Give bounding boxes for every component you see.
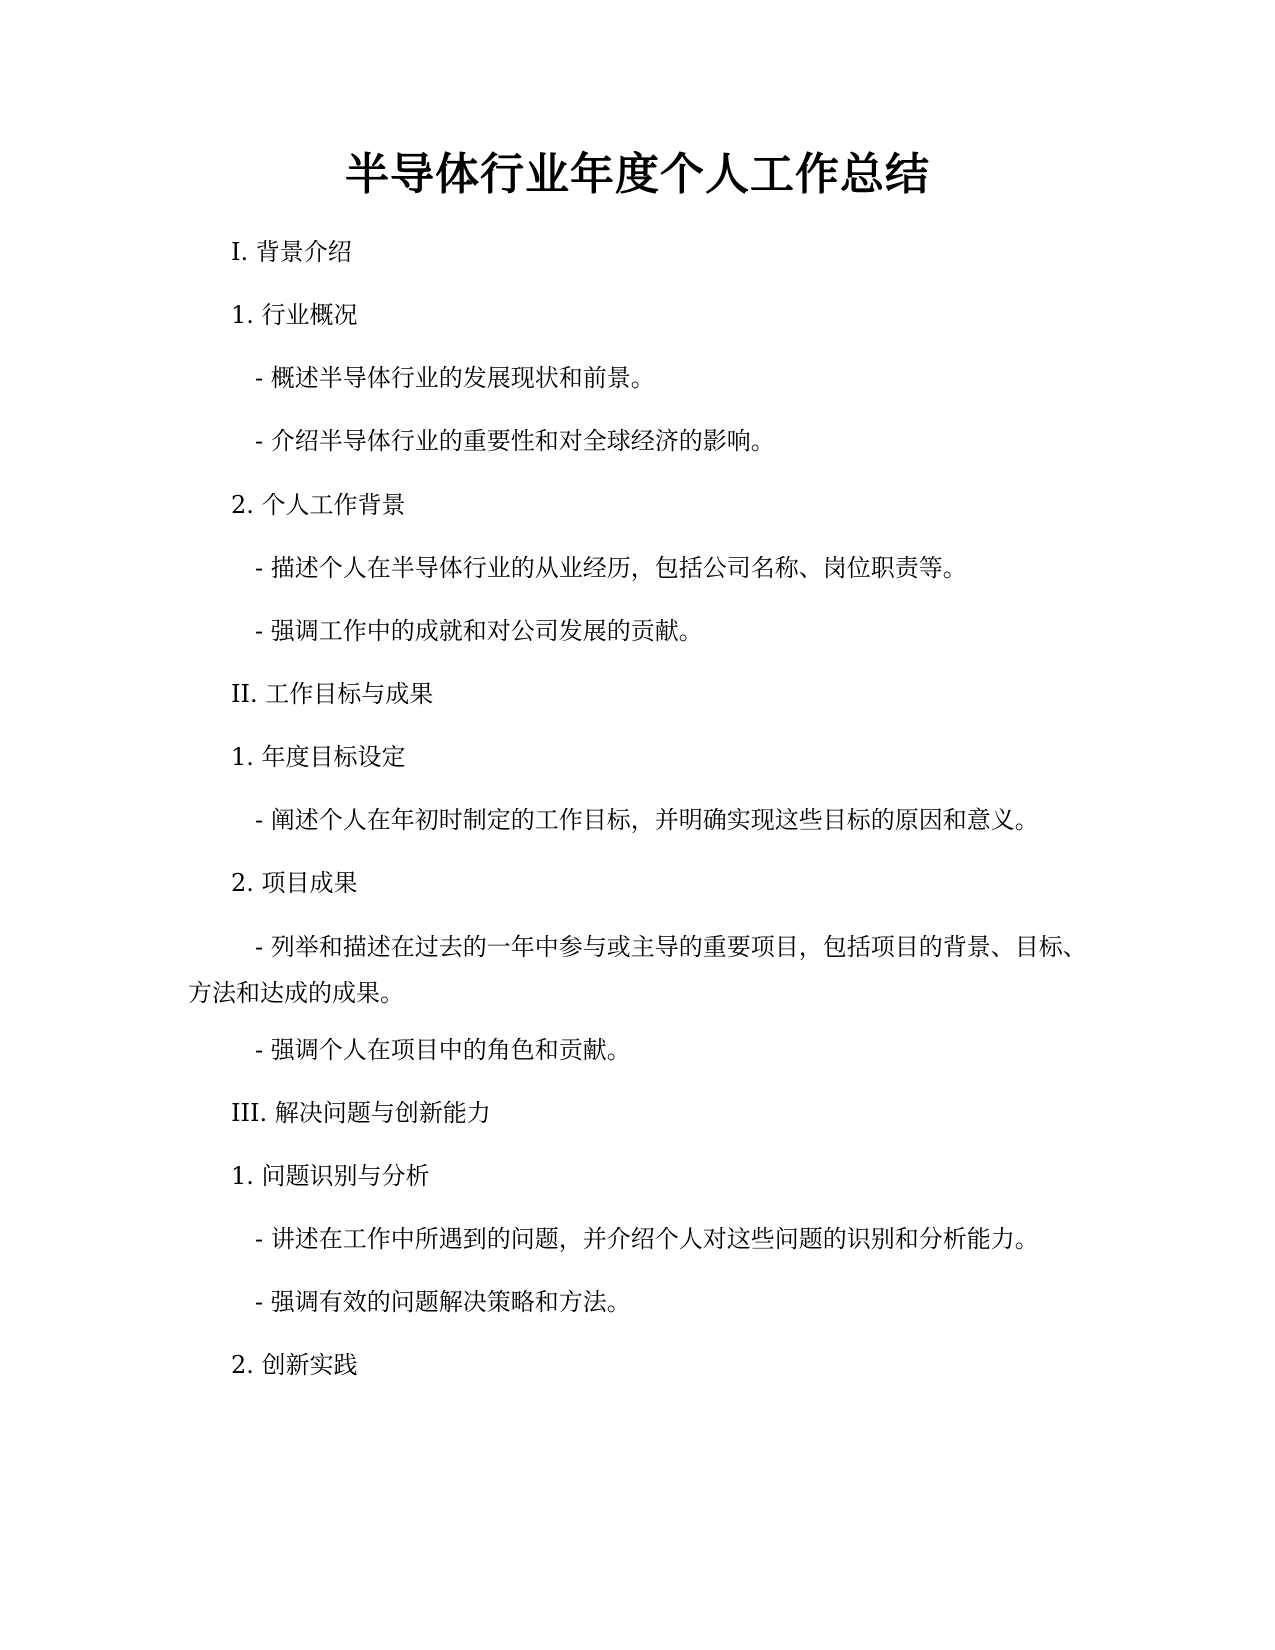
bullet-item: - 介绍半导体行业的重要性和对全球经济的影响。 [255, 427, 775, 455]
section-heading-problem-solving: III. 解决问题与创新能力 [231, 1099, 491, 1127]
section-heading-goals-results: II. 工作目标与成果 [231, 680, 434, 708]
bullet-item: - 强调工作中的成就和对公司发展的贡献。 [255, 617, 703, 645]
bullet-item: - 强调个人在项目中的角色和贡献。 [255, 1036, 631, 1064]
subsection-heading-problem-identification: 1. 问题识别与分析 [231, 1162, 430, 1190]
bullet-item: - 阐述个人在年初时制定的工作目标，并明确实现这些目标的原因和意义。 [255, 806, 1039, 834]
subsection-heading-personal-background: 2. 个人工作背景 [231, 491, 406, 519]
bullet-item: - 讲述在工作中所遇到的问题，并介绍个人对这些问题的识别和分析能力。 [255, 1225, 1039, 1253]
subsection-heading-industry-overview: 1. 行业概况 [231, 301, 358, 329]
section-heading-background: I. 背景介绍 [231, 238, 352, 266]
subsection-heading-project-results: 2. 项目成果 [231, 869, 358, 897]
document-title: 半导体行业年度个人工作总结 [345, 149, 930, 200]
bullet-item: - 概述半导体行业的发展现状和前景。 [255, 364, 655, 392]
bullet-item: - 强调有效的问题解决策略和方法。 [255, 1288, 631, 1316]
subsection-heading-annual-goals: 1. 年度目标设定 [231, 743, 406, 771]
bullet-item-wrapped: - 列举和描述在过去的一年中参与或主导的重要项目，包括项目的背景、目标、方法和达成的成果。 [188, 933, 1087, 1007]
subsection-heading-innovation-practice: 2. 创新实践 [231, 1351, 358, 1379]
bullet-item: - 描述个人在半导体行业的从业经历，包括公司名称、岗位职责等。 [255, 554, 967, 582]
